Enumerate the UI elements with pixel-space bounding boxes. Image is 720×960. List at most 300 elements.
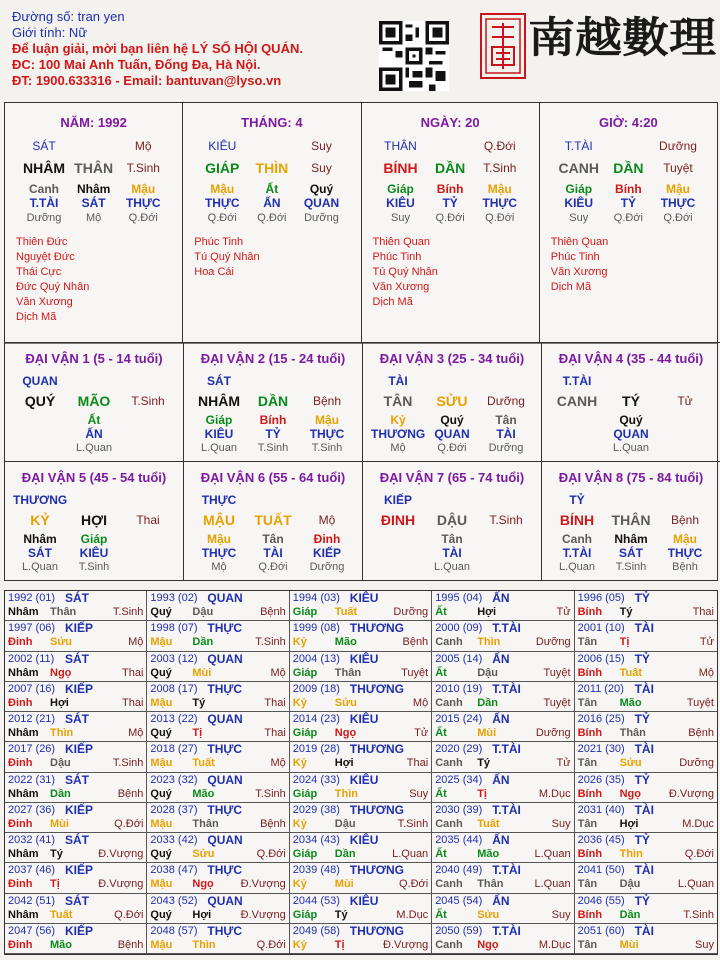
cell-value: SÁT: [81, 196, 106, 210]
year-branch: Dậu: [619, 878, 641, 891]
cell-value: [300, 373, 354, 389]
year-cell: [575, 833, 717, 863]
year-phase: Dưỡng: [679, 757, 714, 770]
year-phase: Thai: [121, 696, 144, 709]
year-stem: Nhâm: [8, 727, 39, 739]
cell-value: CANH: [558, 160, 599, 176]
year-branch: Mùi: [50, 817, 69, 830]
year-cell: [432, 863, 574, 893]
cell-value: DẦN: [613, 160, 644, 176]
year-star: KIÊU: [349, 591, 379, 605]
cell-value: [246, 492, 300, 508]
cell-value: THÌN: [255, 160, 289, 176]
year-phase: Dưỡng: [393, 606, 429, 618]
dai-van-cell: [5, 342, 184, 461]
year-branch: Mão: [334, 636, 357, 649]
year-branch: Tuất: [334, 606, 358, 618]
year-cell: [5, 773, 147, 803]
cell-row: [5, 136, 182, 156]
year-cell: [575, 682, 717, 712]
year-star: THƯƠNG: [349, 621, 404, 636]
cell-value: Q.Đới: [663, 212, 693, 224]
cell-row: [363, 413, 541, 427]
year-cell: [575, 894, 717, 924]
cell-value: TÀI: [388, 374, 408, 388]
year-star: TÀI: [634, 802, 654, 817]
year-stem: Canh: [435, 636, 463, 649]
year-cell: [290, 773, 432, 803]
year-label: 1992 (01): [8, 592, 56, 604]
year-label: 2002 (11): [8, 652, 55, 665]
cell-value: THƯƠNG: [371, 427, 426, 441]
year-stem: Kỷ: [292, 757, 307, 770]
star-item: Thiên Quan: [550, 236, 609, 248]
cell-value: [550, 427, 604, 441]
year-stem: Tân: [577, 938, 598, 951]
dai-van-title: ĐẠI VẬN 2 (15 - 24 tuổi): [200, 351, 346, 366]
year-phase: Suy: [551, 817, 571, 830]
cell-value: T.Sinh: [615, 561, 647, 573]
year-branch: Thân: [619, 727, 646, 739]
cell-value: T.TÀI: [564, 139, 593, 153]
year-stem: Ất: [435, 787, 447, 800]
star-item: Phúc Tinh: [550, 251, 600, 263]
cell-row: [540, 136, 717, 156]
svg-text:南越數理: 南越數理: [528, 13, 716, 62]
year-branch: Tuất: [477, 817, 500, 830]
cell-value: Tuyệt: [663, 161, 693, 175]
cell-row: [540, 196, 717, 211]
year-label: 2007 (16): [8, 682, 56, 695]
year-branch: Dậu: [192, 606, 214, 618]
cell-row: [184, 441, 362, 455]
cell-value: [604, 373, 658, 389]
year-branch: Thân: [477, 878, 504, 891]
cell-value: [121, 413, 175, 427]
pillar-title: NĂM: 1992: [60, 115, 127, 130]
year-stem: Ất: [435, 606, 447, 618]
cell-row: [5, 182, 182, 196]
year-branch: Tuất: [192, 757, 215, 770]
cell-value: SÁT: [207, 374, 231, 388]
year-stem: Tân: [577, 757, 598, 770]
cell-value: KIẾP: [312, 546, 341, 560]
year-cell: [5, 652, 147, 682]
year-branch: Thìn: [334, 787, 359, 800]
cell-value: Quý: [440, 413, 464, 427]
cell-value: [658, 373, 712, 389]
stars-list: [183, 235, 360, 280]
year-cell: [575, 652, 717, 682]
year-label: 2011 (20): [577, 682, 624, 695]
year-label: 2049 (58): [292, 924, 340, 937]
year-star: T.TÀI: [492, 863, 521, 878]
cell-value: Mộ: [211, 561, 227, 573]
seal-icon: [480, 13, 526, 79]
year-stem: Đinh: [8, 938, 33, 951]
year-label: 2027 (36): [8, 803, 56, 816]
dai-van-title: ĐẠI VẬN 3 (25 - 34 tuổi): [379, 351, 525, 366]
annual-luck-table: [4, 590, 718, 955]
cell-row: [184, 373, 362, 389]
year-phase: M.Dục: [682, 817, 714, 830]
year-label: 2006 (15): [577, 652, 625, 665]
year-branch: Mùi: [192, 666, 212, 679]
cell-value: [479, 560, 533, 574]
cell-value: THỰC: [201, 493, 237, 507]
cell-value: TỶ: [265, 427, 281, 441]
year-star: SÁT: [65, 591, 89, 605]
year-phase: Bệnh: [260, 606, 286, 618]
cell-value: CANH: [556, 393, 598, 409]
year-cell: [5, 924, 147, 954]
year-label: 2025 (34): [435, 773, 483, 786]
pillar-title: GIỜ: 4:20: [598, 115, 658, 130]
year-star: T.TÀI: [492, 802, 521, 817]
cell-value: Ất: [87, 413, 101, 427]
year-star: TỶ: [634, 893, 650, 908]
star-item: Thiên Quan: [372, 236, 430, 248]
cell-value: [371, 532, 425, 546]
cell-value: TÀI: [442, 546, 462, 560]
cell-value: Mậu: [673, 532, 697, 546]
cell-value: [121, 427, 175, 441]
year-label: 2041 (50): [577, 864, 625, 877]
year-star: TỶ: [634, 712, 650, 726]
cell-value: [658, 413, 712, 427]
year-branch: Tị: [619, 636, 630, 649]
header-info: [12, 9, 303, 89]
cell-value: Thai: [136, 513, 160, 527]
year-label: 2013 (22): [150, 713, 198, 725]
cell-row: [5, 413, 183, 427]
cell-value: KIÊU: [564, 196, 594, 210]
star-item: Tú Quý Nhân: [372, 266, 438, 278]
year-star: QUAN: [207, 772, 243, 787]
year-label: 2000 (09): [435, 622, 483, 635]
year-cell: [290, 803, 432, 833]
cell-row: [363, 373, 541, 389]
cell-value: Tân: [495, 413, 517, 427]
year-branch: Dần: [334, 848, 356, 860]
year-branch: Thân: [50, 606, 77, 618]
cell-value: [71, 136, 117, 156]
year-stem: Kỷ: [292, 696, 307, 709]
cell-value: Mậu: [131, 182, 156, 196]
pillar-cell: [5, 103, 183, 343]
year-star: TÀI: [634, 742, 654, 757]
cell-value: TỶ: [569, 493, 585, 507]
year-star: TÀI: [634, 681, 654, 696]
year-cell: [575, 863, 717, 893]
cell-value: SÁT: [28, 546, 52, 560]
year-star: KIẾP: [65, 681, 94, 696]
cell-value: NHÂM: [198, 393, 240, 409]
year-branch: Tị: [477, 787, 487, 800]
year-stem: Mậu: [150, 938, 173, 951]
year-star: SÁT: [65, 833, 89, 847]
year-star: T.TÀI: [492, 742, 521, 757]
cell-row: [363, 441, 541, 455]
cell-value: THỰC: [309, 427, 345, 441]
year-stem: Tân: [577, 878, 598, 891]
cell-value: T.TÀI: [562, 374, 592, 388]
cell-value: THỰC: [204, 196, 240, 210]
star-item: Thái Cực: [16, 266, 62, 278]
year-stem: Kỷ: [292, 878, 307, 891]
year-phase: Đ.Vượng: [383, 938, 429, 951]
cell-value: NHÂM: [23, 160, 65, 176]
year-branch: Mùi: [334, 878, 354, 891]
cell-value: Q.Đới: [435, 212, 465, 224]
cell-value: TÂN: [383, 393, 413, 409]
year-branch: Sửu: [192, 848, 215, 860]
year-star: THỰC: [207, 863, 243, 878]
year-cell: [432, 712, 574, 742]
cell-value: SÁT: [32, 139, 56, 153]
cell-value: [479, 532, 533, 546]
cell-value: Bính: [259, 413, 287, 427]
cell-value: SỬU: [436, 393, 468, 409]
year-branch: Dậu: [50, 757, 71, 770]
cell-row: [362, 136, 539, 156]
cell-value: Tử: [677, 394, 693, 408]
year-branch: Thân: [334, 666, 362, 679]
cell-value: [121, 546, 175, 560]
year-stem: Mậu: [150, 878, 173, 891]
cell-row: [363, 508, 541, 532]
year-label: 2050 (59): [435, 924, 483, 937]
cell-value: TÀI: [263, 546, 283, 560]
year-label: 2001 (10): [577, 622, 625, 635]
year-phase: T.Sinh: [683, 908, 714, 921]
year-phase: Bệnh: [117, 787, 144, 800]
year-stem: Canh: [435, 938, 463, 951]
year-branch: Hợi: [477, 606, 497, 618]
year-stem: Quý: [150, 848, 172, 860]
cell-row: [540, 158, 717, 178]
year-label: 1995 (04): [435, 592, 483, 604]
year-cell: [575, 803, 717, 833]
year-star: SÁT: [65, 893, 89, 908]
year-stem: Mậu: [150, 817, 173, 830]
year-cell: [5, 863, 147, 893]
year-label: 2023 (32): [150, 773, 198, 786]
year-phase: T.Sinh: [255, 636, 286, 649]
year-label: 2031 (40): [577, 803, 625, 816]
year-phase: T.Sinh: [112, 606, 144, 618]
cell-value: [550, 413, 604, 427]
year-stem: Tân: [577, 636, 598, 649]
year-stem: Bính: [577, 848, 603, 860]
year-branch: Sửu: [334, 696, 357, 709]
cell-value: T.Sinh: [483, 161, 517, 175]
year-star: SÁT: [65, 651, 89, 666]
cell-value: Q.Đới: [257, 212, 287, 224]
year-cell: [432, 924, 574, 954]
four-pillars-table: [4, 102, 718, 344]
year-cell: [5, 712, 147, 742]
year-phase: Đ.Vượng: [98, 848, 144, 860]
year-cell: [575, 773, 717, 803]
year-star: ẤN: [492, 591, 510, 605]
year-cell: [147, 773, 289, 803]
year-cell: [432, 803, 574, 833]
year-stem: Mậu: [150, 696, 173, 709]
year-stem: Bính: [577, 606, 603, 618]
cell-row: [363, 532, 541, 546]
year-cell: [5, 682, 147, 712]
cell-value: [121, 441, 175, 455]
year-star: ẤN: [492, 772, 510, 787]
cell-row: [5, 492, 183, 508]
year-branch: Tị: [334, 938, 345, 951]
cell-row: [363, 560, 541, 574]
cell-value: Kỷ: [390, 413, 406, 427]
cell-value: L.Quan: [200, 442, 238, 454]
year-phase: Mộ: [270, 757, 286, 770]
cell-value: Dưỡng: [488, 442, 524, 454]
star-item: Dịch Mã: [16, 311, 57, 323]
year-branch: Tị: [192, 727, 203, 739]
stars-list: [5, 235, 182, 325]
cell-value: THỰC: [125, 196, 161, 210]
year-stem: Đinh: [8, 878, 33, 891]
year-branch: Mùi: [619, 938, 639, 951]
cell-value: L.Quan: [433, 561, 471, 573]
year-phase: Đ.Vượng: [240, 878, 286, 891]
cell-row: [362, 196, 539, 211]
cell-value: [121, 373, 175, 389]
cell-value: Q.Đới: [437, 442, 467, 454]
year-cell: [432, 894, 574, 924]
cell-row: [5, 196, 182, 211]
year-stem: Bính: [577, 727, 603, 739]
cell-value: L.Quan: [21, 561, 59, 573]
year-stem: Nhâm: [8, 666, 39, 679]
cell-value: L.Quan: [558, 561, 596, 573]
cell-value: THƯƠNG: [13, 493, 68, 507]
year-phase: L.Quan: [392, 848, 429, 860]
year-stem: Nhâm: [8, 787, 39, 800]
year-cell: [290, 712, 432, 742]
year-label: 2036 (45): [577, 834, 625, 846]
year-branch: Thìn: [192, 938, 216, 951]
year-stem: Bính: [577, 787, 603, 800]
year-cell: [290, 863, 432, 893]
cell-row: [363, 389, 541, 413]
year-phase: Bệnh: [402, 636, 429, 649]
cell-value: THÂN: [384, 139, 417, 153]
year-cell: [147, 803, 289, 833]
year-cell: [290, 652, 432, 682]
pillar-title: NGÀY: 20: [420, 115, 480, 130]
year-label: 2024 (33): [292, 773, 340, 786]
year-cell: [147, 924, 289, 954]
year-branch: Ngọ: [477, 938, 499, 951]
year-stem: Giáp: [292, 848, 318, 860]
cell-value: QUAN: [303, 196, 340, 210]
cell-value: QUAN: [613, 427, 649, 441]
year-branch: Hợi: [50, 696, 69, 709]
year-phase: Tử: [556, 757, 571, 770]
year-cell: [147, 682, 289, 712]
cell-value: KIẾP: [383, 493, 412, 507]
cell-value: [121, 492, 175, 508]
year-branch: Sửu: [619, 757, 642, 770]
cell-value: Suy: [569, 212, 589, 224]
cell-value: [550, 441, 604, 455]
year-stem: Bính: [577, 666, 603, 679]
year-stem: Canh: [435, 817, 463, 830]
header-line: Để luận giải, mời bạn liên hệ LÝ SỐ HỘI QUÁN.: [12, 41, 303, 56]
pillar-cell: [362, 103, 540, 343]
year-star: KIẾP: [65, 863, 94, 878]
year-label: 2017 (26): [8, 743, 56, 756]
year-stem: Nhâm: [8, 848, 39, 860]
cell-value: ẤN: [263, 196, 281, 210]
year-star: ẤN: [492, 712, 510, 726]
year-cell: [147, 894, 289, 924]
cell-value: SÁT: [619, 546, 643, 560]
year-cell: [290, 924, 432, 954]
year-label: 2020 (29): [435, 743, 483, 756]
year-star: T.TÀI: [492, 923, 521, 938]
cell-row: [542, 413, 720, 427]
year-branch: Tý: [619, 606, 633, 618]
year-label: 2016 (25): [577, 713, 625, 725]
cell-value: [479, 492, 533, 508]
cell-value: T.TÀI: [29, 196, 59, 210]
cell-row: [5, 546, 183, 560]
cell-row: [183, 136, 360, 156]
year-phase: L.Quan: [534, 878, 571, 891]
cell-row: [540, 211, 717, 225]
year-stem: Mậu: [150, 757, 173, 770]
cell-row: [184, 427, 362, 441]
year-star: TỶ: [634, 833, 650, 847]
cell-value: Dưỡng: [487, 394, 525, 408]
year-label: 1998 (07): [150, 622, 198, 635]
year-cell: [432, 591, 574, 621]
year-branch: Tị: [50, 878, 60, 891]
cell-row: [542, 389, 720, 413]
cell-value: T.Sinh: [78, 561, 110, 573]
cell-value: [658, 441, 712, 455]
year-stem: Giáp: [292, 666, 318, 679]
header-line: ĐT: 1900.633316 - Email: bantuvan@lyso.vn: [12, 73, 282, 88]
year-star: TỶ: [634, 772, 650, 787]
year-stem: Nhâm: [8, 606, 39, 618]
year-star: QUAN: [207, 833, 243, 847]
star-item: Hoa Cái: [194, 266, 234, 278]
year-cell: [5, 803, 147, 833]
year-branch: Hợi: [334, 757, 354, 770]
year-branch: Tý: [50, 848, 63, 860]
year-star: TỶ: [634, 591, 650, 605]
year-stem: Kỷ: [292, 938, 307, 951]
year-branch: Mão: [619, 696, 642, 709]
year-label: 2033 (42): [150, 834, 198, 846]
year-star: KIÊU: [349, 712, 379, 726]
year-label: 2008 (17): [150, 682, 198, 695]
year-phase: Tử: [556, 606, 571, 618]
year-phase: M.Dục: [538, 938, 571, 951]
cell-value: Q.Đới: [613, 212, 643, 224]
year-star: THỰC: [207, 681, 243, 696]
cell-value: BÍNH: [383, 160, 418, 176]
star-item: Phúc Tinh: [372, 251, 422, 263]
